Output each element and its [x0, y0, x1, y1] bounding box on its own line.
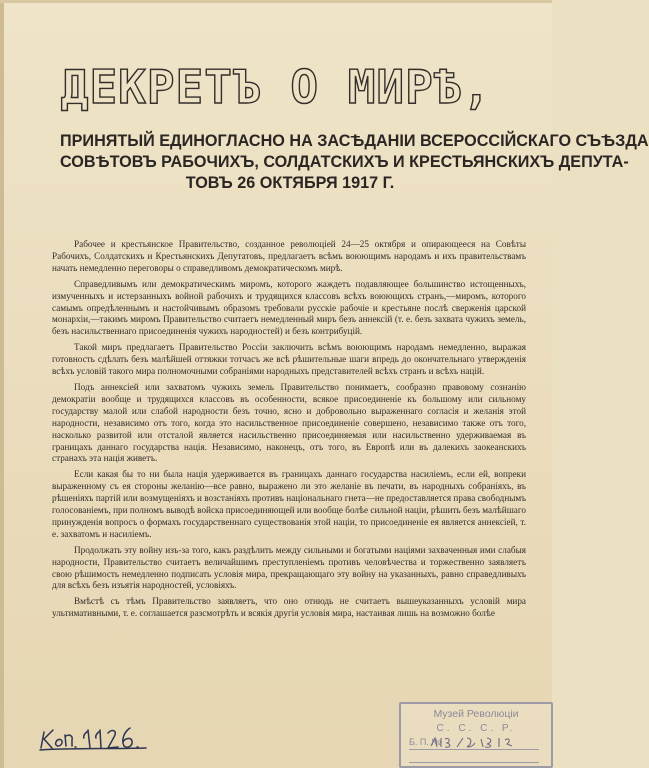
stamp-blank-line — [409, 752, 539, 763]
subtitle-line: СОВѢТОВЪ РАБОЧИХЪ, СОЛДАТСКИХЪ И КРЕСТЬЯНСКИХЪ ДЕПУТА- — [60, 153, 629, 171]
subtitle-line: ТОВЪ 26 ОКТЯБРЯ 1917 Г. — [185, 174, 395, 192]
body-paragraph: Продолжать эту войну изъ-за того, какъ раздѣлить между сильными и богатыми націями захваченныя ими слабыя народности, Правительство считаетъ величайшимъ преступленіемъ противъ человѣчества и торжественно заявляетъ свою рѣшимость немедленно подписать условія мира, прекращающаго эту войну на указанныхъ, равно справедливыхъ для всѣхъ безъ изъятія народностей, условіяхъ. — [52, 544, 526, 591]
document-body — [52, 239, 526, 624]
document-subtitle — [60, 131, 649, 194]
subtitle-line: ПРИНЯТЫЙ ЕДИНОГЛАСНО НА ЗАСѢДАНІИ ВСЕРОССІЙСКАГО СЪѢЗДА — [60, 132, 649, 150]
handwritten-note — [38, 722, 158, 752]
museum-stamp — [399, 702, 553, 768]
stamp-line-ussr: С. С. С. Р. — [436, 723, 516, 734]
body-paragraph: Справедливымъ или демократическимъ миромъ, которого жаждетъ подавляющее большинство истощенныхъ, измученныхъ и истерзанныхъ войной рабочихъ и трудящихся классовъ всѣхъ воюющихъ странъ,—миромъ, которого самымъ опредѣленнымъ и настойчивымъ образомъ требовали русскіе рабочіе и крестьяне послѣ сверженія царской монархіи,—такимъ миромъ Правительство считаетъ немедленный миръ безъ аннексій (т. е. безъ захвата чужихъ земель, безъ насильственнаго присоединенія чужихъ народностей) и безъ контрибуцій. — [52, 278, 526, 337]
stamp-handwritten-number — [427, 735, 531, 750]
body-paragraph: Рабочее и крестьянское Правительство, созданное революціей 24—25 октября и опирающееся на Совѣты Рабочихъ, Солдатскихъ и Крестьянскихъ Депутатовъ, предлагаетъ всѣмъ воюющимъ народамъ и ихъ правительствамъ начать немедленно переговоры о справедливомъ демократическомъ мирѣ. — [52, 239, 526, 273]
body-paragraph: Вмѣстѣ съ тѣмъ Правительство заявляетъ, что оно отнюдь не считаетъ вышеуказанныхъ условій мира ультимативными, т. е. соглашается разсмотрѣть и всякія другія условія мира, настаивая лишь на возможно болѣе — [52, 596, 526, 619]
document-title: ДЕКРЕТЪ О МИРѢ, — [60, 60, 492, 114]
body-paragraph: Подъ аннексіей или захватомъ чужихъ земель Правительство понимаетъ, сообразно правовому сознанію демократіи вообще и трудящихся классовъ въ особенности, всякое присоединеніе къ большому или сильному государству малой или слабой народности безъ точно, ясно и добровольно выраженнаго согласія и желанія этой народности, независимо отъ того, когда это насильственное присоединеніе совершено, независимо также отъ того, насколько развитой или отсталой является насильственно присоединяемая или насильственно удерживаемая въ границахъ даннаго государства нація. Независимо, наконецъ, отъ того, въ Европѣ или въ далекихъ заокеанскихъ странахъ эта нація живетъ. — [52, 381, 526, 464]
paper-edge — [0, 0, 4, 768]
paper-top-edge — [0, 0, 552, 3]
handwritten-note-ink — [38, 722, 158, 752]
body-paragraph: Если какая бы то ни была нація удерживается въ границахъ даннаго государства насиліемъ, если ей, вопреки выраженному съ ея стороны желанію—все равно, выражено ли это желаніе въ печати, въ народныхъ собраніяхъ, въ рѣшеніяхъ партій или возмущеніяхъ и возстаніяхъ противъ національнаго гнета—не предоставляется права свободнымъ голосованіемъ, при полномъ выводѣ войска присоединяющей или вообще болѣе сильной націи, рѣшить безъ малѣйшаго принужденія вопросъ о формахъ государственнаго существованія этой націи, то присоединеніе ея является аннексіей, т. е. захватомъ и насиліемъ. — [52, 469, 526, 539]
body-paragraph: Такой миръ предлагаетъ Правительство Россіи заключить всѣмъ воюющимъ народамъ немедленно, выражая готовность сдѣлать безъ малѣйшей оттяжки тотчасъ же всѣ рѣшительные шаги впредь до окончательнаго утвержденія всѣхъ условій такого мира полномочными собраніями народныхъ представителей всѣхъ странъ и всѣхъ націй. — [52, 342, 526, 377]
stamp-line-museum: Музей Революціи — [433, 708, 519, 720]
stamp-line-number: Б. П. № — [409, 737, 539, 750]
